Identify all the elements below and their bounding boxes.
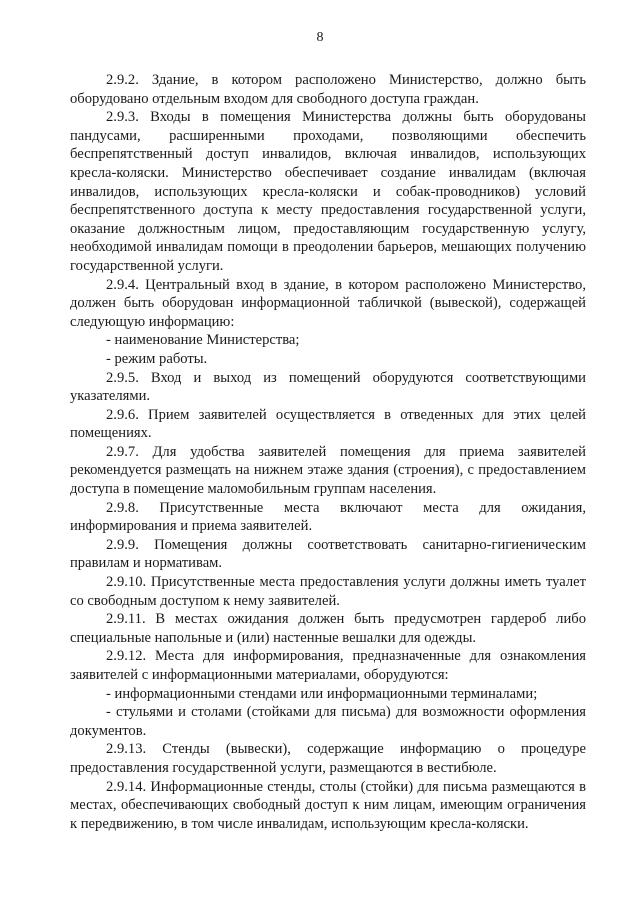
paragraph-2-9-6: 2.9.6. Прием заявителей осуществляется в отведенных для этих целей помещениях. — [70, 406, 586, 442]
paragraph-2-9-13: 2.9.13. Стенды (вывески), содержащие информацию о процедуре предоставления государственной услуги, размещаются в вестибюле. — [70, 741, 586, 776]
list-item-chairs-tables: - стульями и столами (стойками для письма) для возможности оформления документов. — [70, 704, 586, 739]
paragraph-2-9-11: 2.9.11. В местах ожидания должен быть предусмотрен гардероб либо специальные напольные и (или) настенные вешалки для одежды. — [70, 611, 586, 646]
paragraph-2-9-9: 2.9.9. Помещения должны соответствовать санитарно-гигиеническим правилам и нормативам. — [70, 536, 586, 572]
paragraph-2-9-4: 2.9.4. Центральный вход в здание, в котором расположено Министерство, должен быть оборудован информационной табличкой (вывеской), содержащей следующую информацию: — [70, 276, 586, 330]
paragraph-2-9-3: 2.9.3. Входы в помещения Министерства должны быть оборудованы пандусами, расширенными проходами, позволяющими обеспечить беспрепятственный доступ инвалидов, включая инвалидов, использующих кресла-коляски. Министерство обеспечивает создание инвалидам (включая инвалидов, использующих кресла-коляски и собак-проводников) условий беспрепятственного доступа к месту предоставления государственной услуги, оказание должностным лицом, предоставляющим государственную услугу, необходимой инвалидам помощи в преодолении барьеров, мешающих получению государственной услуги. — [70, 109, 586, 274]
list-item-work-hours: - режим работы. — [106, 350, 208, 367]
paragraph-2-9-8: 2.9.8. Присутственные места включают места для ожидания, информирования и приема заявителей. — [70, 499, 586, 535]
document-body — [70, 71, 586, 833]
page-number: 8 — [316, 30, 324, 45]
paragraph-2-9-10: 2.9.10. Присутственные места предоставления услуги должны иметь туалет со свободным доступом к нему заявителей. — [70, 574, 586, 609]
paragraph-2-9-2: 2.9.2. Здание, в котором расположено Министерство, должно быть оборудовано отдельным входом для свободного доступа граждан. — [70, 72, 586, 107]
list-item-info-stands: - информационными стендами или информационными терминалами; — [106, 685, 538, 702]
paragraph-2-9-5: 2.9.5. Вход и выход из помещений оборудуются соответствующими указателями. — [70, 369, 586, 405]
list-item-ministry-name: - наименование Министерства; — [106, 332, 300, 349]
paragraph-2-9-12: 2.9.12. Места для информирования, предназначенные для ознакомления заявителей с информационными материалами, оборудуются: — [70, 648, 586, 683]
paragraph-2-9-14: 2.9.14. Информационные стенды, столы (стойки) для письма размещаются в местах, обеспечивающих свободный доступ к ним лицам, имеющим ограничения к передвижению, в том числе инвалидам, использующим кресла-коляски. — [70, 778, 586, 832]
paragraph-2-9-7: 2.9.7. Для удобства заявителей помещения для приема заявителей рекомендуется размещать на нижнем этаже здания (строения), с предоставлением доступа в помещение маломобильным группам населения. — [70, 443, 586, 498]
